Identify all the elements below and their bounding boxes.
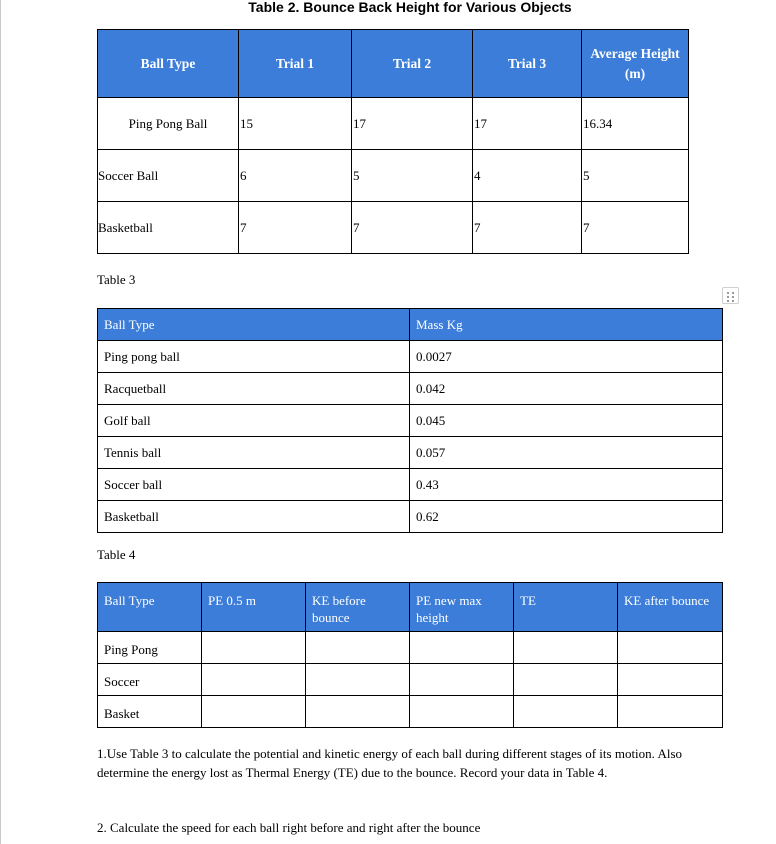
table4-header-cell: KE before bounce: [306, 583, 410, 632]
table3-cell[interactable]: 0.042: [410, 373, 723, 405]
table4-header-cell: TE: [514, 583, 618, 632]
table-row: [98, 202, 689, 254]
table3-mass: [97, 308, 723, 533]
table3-header-cell: Mass Kg: [410, 309, 723, 341]
table-row: [98, 664, 723, 696]
table4-cell[interactable]: [202, 696, 306, 728]
table4-header-row: [98, 583, 723, 632]
table4-header-cell: Ball Type: [98, 583, 202, 632]
table-row: [98, 98, 689, 150]
table-row: [98, 405, 723, 437]
page-left-border: [0, 0, 1, 844]
table-row: [98, 437, 723, 469]
table3-cell[interactable]: Soccer ball: [98, 469, 410, 501]
table3-cell[interactable]: Racquetball: [98, 373, 410, 405]
table3-cell[interactable]: Ping pong ball: [98, 341, 410, 373]
table2-cell[interactable]: 5: [582, 150, 689, 202]
table3-cell[interactable]: 0.43: [410, 469, 723, 501]
table-row: [98, 469, 723, 501]
table4-cell[interactable]: [618, 632, 723, 664]
table2-header-cell: Trial 2: [352, 30, 473, 98]
table4-header-cell: KE after bounce: [618, 583, 723, 632]
table4-cell[interactable]: [410, 696, 514, 728]
table4-cell[interactable]: [514, 696, 618, 728]
table2-header-row: [98, 30, 689, 98]
table2-header-cell: Ball Type: [98, 30, 239, 98]
table2-cell[interactable]: 17: [473, 98, 582, 150]
table4-header-cell: PE 0.5 m: [202, 583, 306, 632]
table4-cell[interactable]: [202, 632, 306, 664]
table4-cell[interactable]: [514, 664, 618, 696]
table2-bounce-height: [97, 29, 689, 254]
table4-cell[interactable]: Basket: [98, 696, 202, 728]
table3-header-cell: Ball Type: [98, 309, 410, 341]
table3-header-row: [98, 309, 723, 341]
table4-cell[interactable]: Soccer: [98, 664, 202, 696]
table2-header-cell: Trial 1: [239, 30, 352, 98]
table3-cell[interactable]: 0.62: [410, 501, 723, 533]
table2-cell[interactable]: Ping Pong Ball: [98, 98, 239, 150]
table3-cell[interactable]: Basketball: [98, 501, 410, 533]
table4-header-cell: PE new max height: [410, 583, 514, 632]
grip-dots-icon[interactable]: [722, 287, 739, 304]
table2-cell[interactable]: 5: [352, 150, 473, 202]
table4-cell[interactable]: [618, 664, 723, 696]
table3-cell[interactable]: 0.057: [410, 437, 723, 469]
table4-cell[interactable]: [514, 632, 618, 664]
table3-cell[interactable]: Golf ball: [98, 405, 410, 437]
instruction-2: 2. Calculate the speed for each ball right before and right after the bounce: [97, 820, 481, 835]
table4-cell[interactable]: [306, 632, 410, 664]
table2-header-cell: Average Height (m): [582, 30, 689, 98]
table4-cell[interactable]: [410, 632, 514, 664]
table2-cell[interactable]: 4: [473, 150, 582, 202]
table4-label: Table 4: [97, 547, 136, 562]
table4-cell[interactable]: [410, 664, 514, 696]
table2-cell[interactable]: 15: [239, 98, 352, 150]
table-row: [98, 150, 689, 202]
table4-cell[interactable]: Ping Pong: [98, 632, 202, 664]
table2-cell[interactable]: 7: [352, 202, 473, 254]
table2-header-cell: Trial 3: [473, 30, 582, 98]
table3-cell[interactable]: 0.045: [410, 405, 723, 437]
table3-cell[interactable]: Tennis ball: [98, 437, 410, 469]
table3-label: Table 3: [97, 272, 136, 287]
table-row: [98, 696, 723, 728]
table-row: [98, 632, 723, 664]
table2-caption: Table 2. Bounce Back Height for Various Objects: [248, 0, 572, 15]
table-row: [98, 341, 723, 373]
table2-cell[interactable]: 7: [473, 202, 582, 254]
table4-cell[interactable]: [306, 696, 410, 728]
table4-energy: [97, 582, 723, 728]
table2-cell[interactable]: 17: [352, 98, 473, 150]
table2-cell[interactable]: 7: [582, 202, 689, 254]
table2-cell[interactable]: Basketball: [98, 202, 239, 254]
table2-cell[interactable]: 6: [239, 150, 352, 202]
table3-cell[interactable]: 0.0027: [410, 341, 723, 373]
table2-cell[interactable]: Soccer Ball: [98, 150, 239, 202]
table2-cell[interactable]: 7: [239, 202, 352, 254]
table4-cell[interactable]: [202, 664, 306, 696]
table-row: [98, 373, 723, 405]
instruction-1: 1.Use Table 3 to calculate the potential and kinetic energy of each ball during different stages of its motion. Also determine the energy lost as Thermal Energy (TE) due to the bounce. Record your data in Table 4.: [97, 746, 683, 780]
table4-cell[interactable]: [618, 696, 723, 728]
table2-cell[interactable]: 16.34: [582, 98, 689, 150]
table4-cell[interactable]: [306, 664, 410, 696]
table-row: [98, 501, 723, 533]
